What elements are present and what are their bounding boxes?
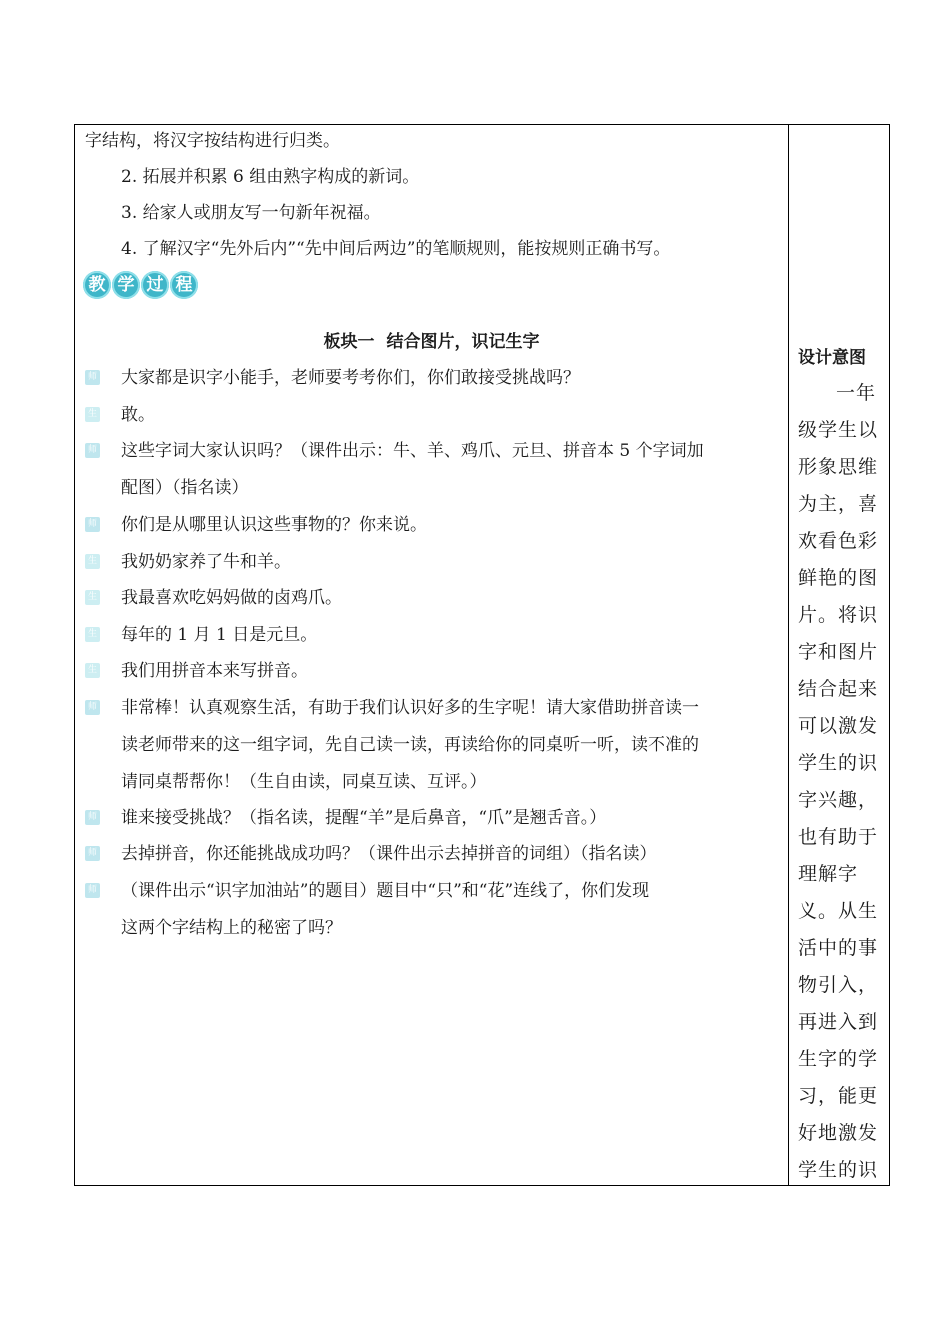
design-intent-line: 生字的学 <box>798 1048 879 1070</box>
dialogue-text: 我们用拼音本来写拼音。 <box>121 661 308 681</box>
dialogue-text: 大家都是识字小能手，老师要考考你们，你们敢接受挑战吗？ <box>121 368 580 388</box>
objective-line: 4. 了解汉字“先外后内”“先中间后两边”的笔顺规则，能按规则正确书写。 <box>121 239 671 259</box>
section-heading <box>75 330 788 354</box>
teacher-marker-icon: 师 <box>85 883 100 898</box>
design-intent-line: 一年 <box>836 382 877 404</box>
student-marker-icon: 生 <box>85 627 100 642</box>
design-intent-line: 片。将识 <box>798 604 879 626</box>
design-intent-line: 结合起来 <box>798 678 879 700</box>
badge-char: 程 <box>170 271 198 299</box>
dialogue-text: 谁来接受挑战？（指名读，提醒“羊”是后鼻音，“爪”是翘舌音。） <box>121 808 607 828</box>
objective-line: 2. 拓展并积累 6 组由熟字构成的新词。 <box>121 167 420 187</box>
dialogue-text: （课件出示“识字加油站”的题目）题目中“只”和“花”连线了，你们发现 <box>121 881 650 901</box>
dialogue-text: 这两个字结构上的秘密了吗？ <box>121 918 342 938</box>
dialogue-text: 你们是从哪里认识这些事物的？你来说。 <box>121 515 427 535</box>
design-intent-line: 再进入到 <box>798 1011 879 1033</box>
design-intent-line: 学生的识 <box>798 1159 879 1181</box>
section-title: 结合图片，识记生字 <box>386 332 540 352</box>
design-intent-line: 物引入， <box>798 974 879 996</box>
dialogue-text: 去掉拼音，你还能挑战成功吗？（课件出示去掉拼音的词组）（指名读） <box>121 844 657 864</box>
design-intent-line: 字和图片 <box>798 641 879 663</box>
design-intent-column <box>789 125 889 1185</box>
teacher-marker-icon: 师 <box>85 810 100 825</box>
design-intent-line: 好地激发 <box>798 1122 879 1144</box>
dialogue-text: 请同桌帮帮你！（生自由读，同桌互读、互评。） <box>121 772 487 792</box>
dialogue-text: 配图）（指名读） <box>121 478 249 498</box>
design-intent-line: 可以激发 <box>798 715 879 737</box>
design-intent-line: 字兴趣， <box>798 789 879 811</box>
teacher-marker-icon: 师 <box>85 443 100 458</box>
dialogue-text: 读老师带来的这一组字词，先自己读一读，再读给你的同桌听一听，读不准的 <box>121 735 699 755</box>
design-intent-line: 理解字 <box>798 863 859 885</box>
teacher-marker-icon: 师 <box>85 370 100 385</box>
badge-char: 教 <box>83 271 111 299</box>
design-intent-title: 设计意图 <box>798 348 866 368</box>
section-number: 板块一 <box>323 332 375 352</box>
design-intent-line: 级学生以 <box>798 419 879 441</box>
dialogue-text: 敢。 <box>121 405 155 425</box>
teaching-process-badge <box>83 271 198 301</box>
design-intent-line: 为主，喜 <box>798 493 879 515</box>
design-intent-line: 欢看色彩 <box>798 530 879 552</box>
design-intent-line: 义。从生 <box>798 900 879 922</box>
design-intent-line: 也有助于 <box>798 826 879 848</box>
dialogue-text: 我奶奶家养了牛和羊。 <box>121 552 291 572</box>
lesson-table <box>74 124 890 1186</box>
student-marker-icon: 生 <box>85 554 100 569</box>
dialogue-text: 非常棒！认真观察生活，有助于我们认识好多的生字呢！请大家借助拼音读一 <box>121 698 699 718</box>
teacher-marker-icon: 师 <box>85 517 100 532</box>
badge-char: 过 <box>141 271 169 299</box>
student-marker-icon: 生 <box>85 407 100 422</box>
design-intent-line: 学生的识 <box>798 752 879 774</box>
design-intent-line: 活中的事 <box>798 937 879 959</box>
teacher-marker-icon: 师 <box>85 700 100 715</box>
design-intent-line: 鲜艳的图 <box>798 567 879 589</box>
dialogue-text: 这些字词大家认识吗？（课件出示：牛、羊、鸡爪、元旦、拼音本 5 个字词加 <box>121 441 704 461</box>
dialogue-text: 我最喜欢吃妈妈做的卤鸡爪。 <box>121 588 342 608</box>
main-column <box>75 125 788 1185</box>
student-marker-icon: 生 <box>85 590 100 605</box>
teacher-marker-icon: 师 <box>85 846 100 861</box>
design-intent-line: 形象思维 <box>798 456 879 478</box>
objective-line: 字结构，将汉字按结构进行归类。 <box>85 131 340 151</box>
badge-char: 学 <box>112 271 140 299</box>
objective-line: 3. 给家人或朋友写一句新年祝福。 <box>121 203 381 223</box>
dialogue-text: 每年的 1 月 1 日是元旦。 <box>121 625 318 645</box>
student-marker-icon: 生 <box>85 663 100 678</box>
design-intent-line: 习，能更 <box>798 1085 879 1107</box>
